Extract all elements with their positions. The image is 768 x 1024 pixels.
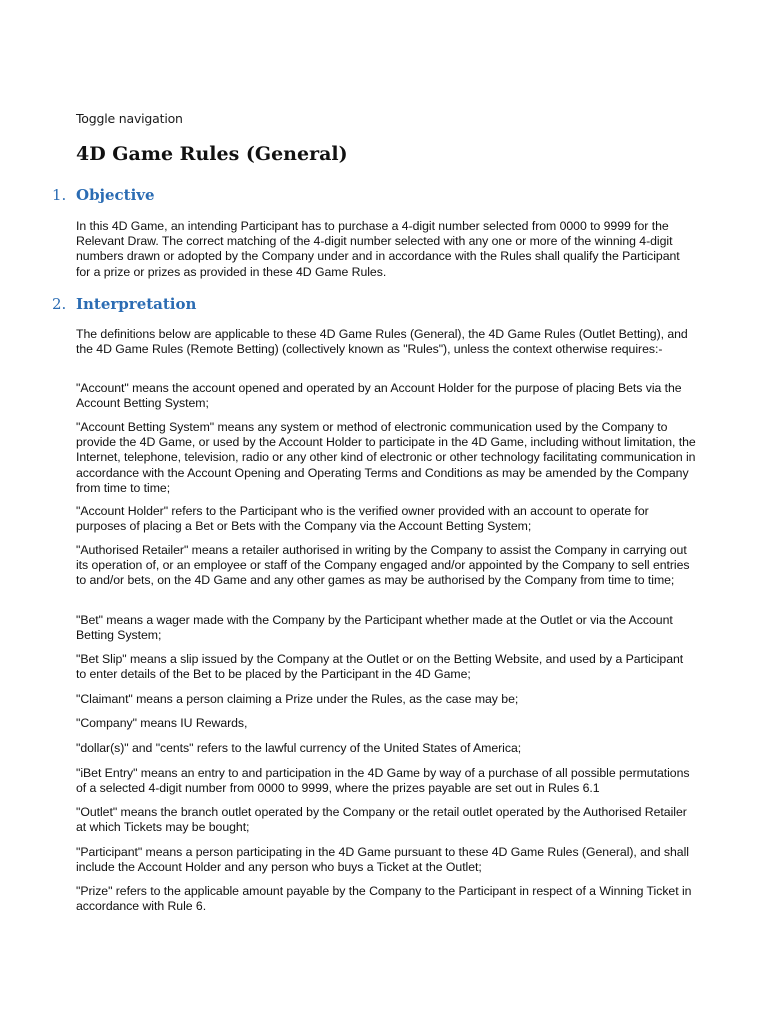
section-heading-objective — [52, 186, 155, 204]
definition-dollars: "dollar(s)" and "cents" refers to the lawful currency of the United States of America; — [76, 741, 522, 755]
page-title: 4D Game Rules (General) — [76, 143, 348, 165]
section-heading-interpretation — [52, 295, 196, 313]
definition-account-betting-system: "Account Betting System" means any system or method of electronic communication used by the Company to provide the 4D Game, or used by the Account Holder to participate in the 4D Game, including without limitation, the Internet, telephone, television, radio or any other kind of electronic or other technology facilitating communication in accordance with the Account Opening and Operating Terms and Conditions as may be amended by the Company from time to time; — [76, 420, 696, 495]
definition-bet: "Bet" means a wager made with the Company by the Participant whether made at the Outlet or via the Account Betting System; — [76, 613, 673, 643]
definition-company: "Company" means IU Rewards, — [76, 716, 248, 730]
definition-bet-slip: "Bet Slip" means a slip issued by the Company at the Outlet or on the Betting Website, and used by a Participant to enter details of the Bet to be placed by the Participant in the 4D Game; — [76, 652, 684, 682]
definition-prize: "Prize" refers to the applicable amount payable by the Company to the Participant in respect of a Winning Ticket in accordance with Rule 6. — [76, 884, 692, 914]
definition-account-holder: "Account Holder" refers to the Participant who is the verified owner provided with an account to operate for purposes of placing a Bet or Bets with the Company via the Account Betting System; — [76, 504, 649, 534]
section-title: Objective — [76, 186, 155, 204]
toggle-navigation-link[interactable]: Toggle navigation — [76, 111, 183, 126]
definition-claimant: "Claimant" means a person claiming a Prize under the Rules, as the case may be; — [76, 692, 519, 706]
definitions-intro-paragraph: The definitions below are applicable to these 4D Game Rules (General), the 4D Game Rules (Outlet Betting), and the 4D Game Rules (Remote Betting) (collectively known as "Rules"), unless the context otherwise requires:- — [76, 327, 688, 357]
definition-participant: "Participant" means a person participating in the 4D Game pursuant to these 4D Game Rules (General), and shall include the Account Holder and any person who buys a Ticket at the Outlet; — [76, 845, 689, 875]
definition-account: "Account" means the account opened and operated by an Account Holder for the purpose of placing Bets via the Account Betting System; — [76, 381, 682, 411]
section-number: 1. — [52, 186, 67, 204]
objective-paragraph: In this 4D Game, an intending Participant has to purchase a 4-digit number selected from 0000 to 9999 for the Relevant Draw. The correct matching of the 4-digit number selected with any one or more of the winning 4-digit numbers drawn or adopted by the Company under and in accordance with the Rules shall qualify the Participant for a prize or prizes as provided in these 4D Game Rules. — [76, 219, 680, 279]
definition-ibet-entry: "iBet Entry" means an entry to and participation in the 4D Game by way of a purchase of all possible permutations of a selected 4-digit number from 0000 to 9999, where the prizes payable are set out in Rules 6.1 — [76, 766, 690, 796]
definition-authorised-retailer: "Authorised Retailer" means a retailer authorised in writing by the Company to assist the Company in carrying out its operation of, or an employee or staff of the Company engaged and/or appointed by the Company to sell entries to and/or bets, on the 4D Game and any other games as may be authorised by the Company from time to time; — [76, 543, 690, 588]
definition-outlet: "Outlet" means the branch outlet operated by the Company or the retail outlet operated by the Authorised Retailer at which Tickets may be bought; — [76, 805, 687, 835]
section-number: 2. — [52, 295, 67, 313]
section-title: Interpretation — [76, 295, 197, 313]
